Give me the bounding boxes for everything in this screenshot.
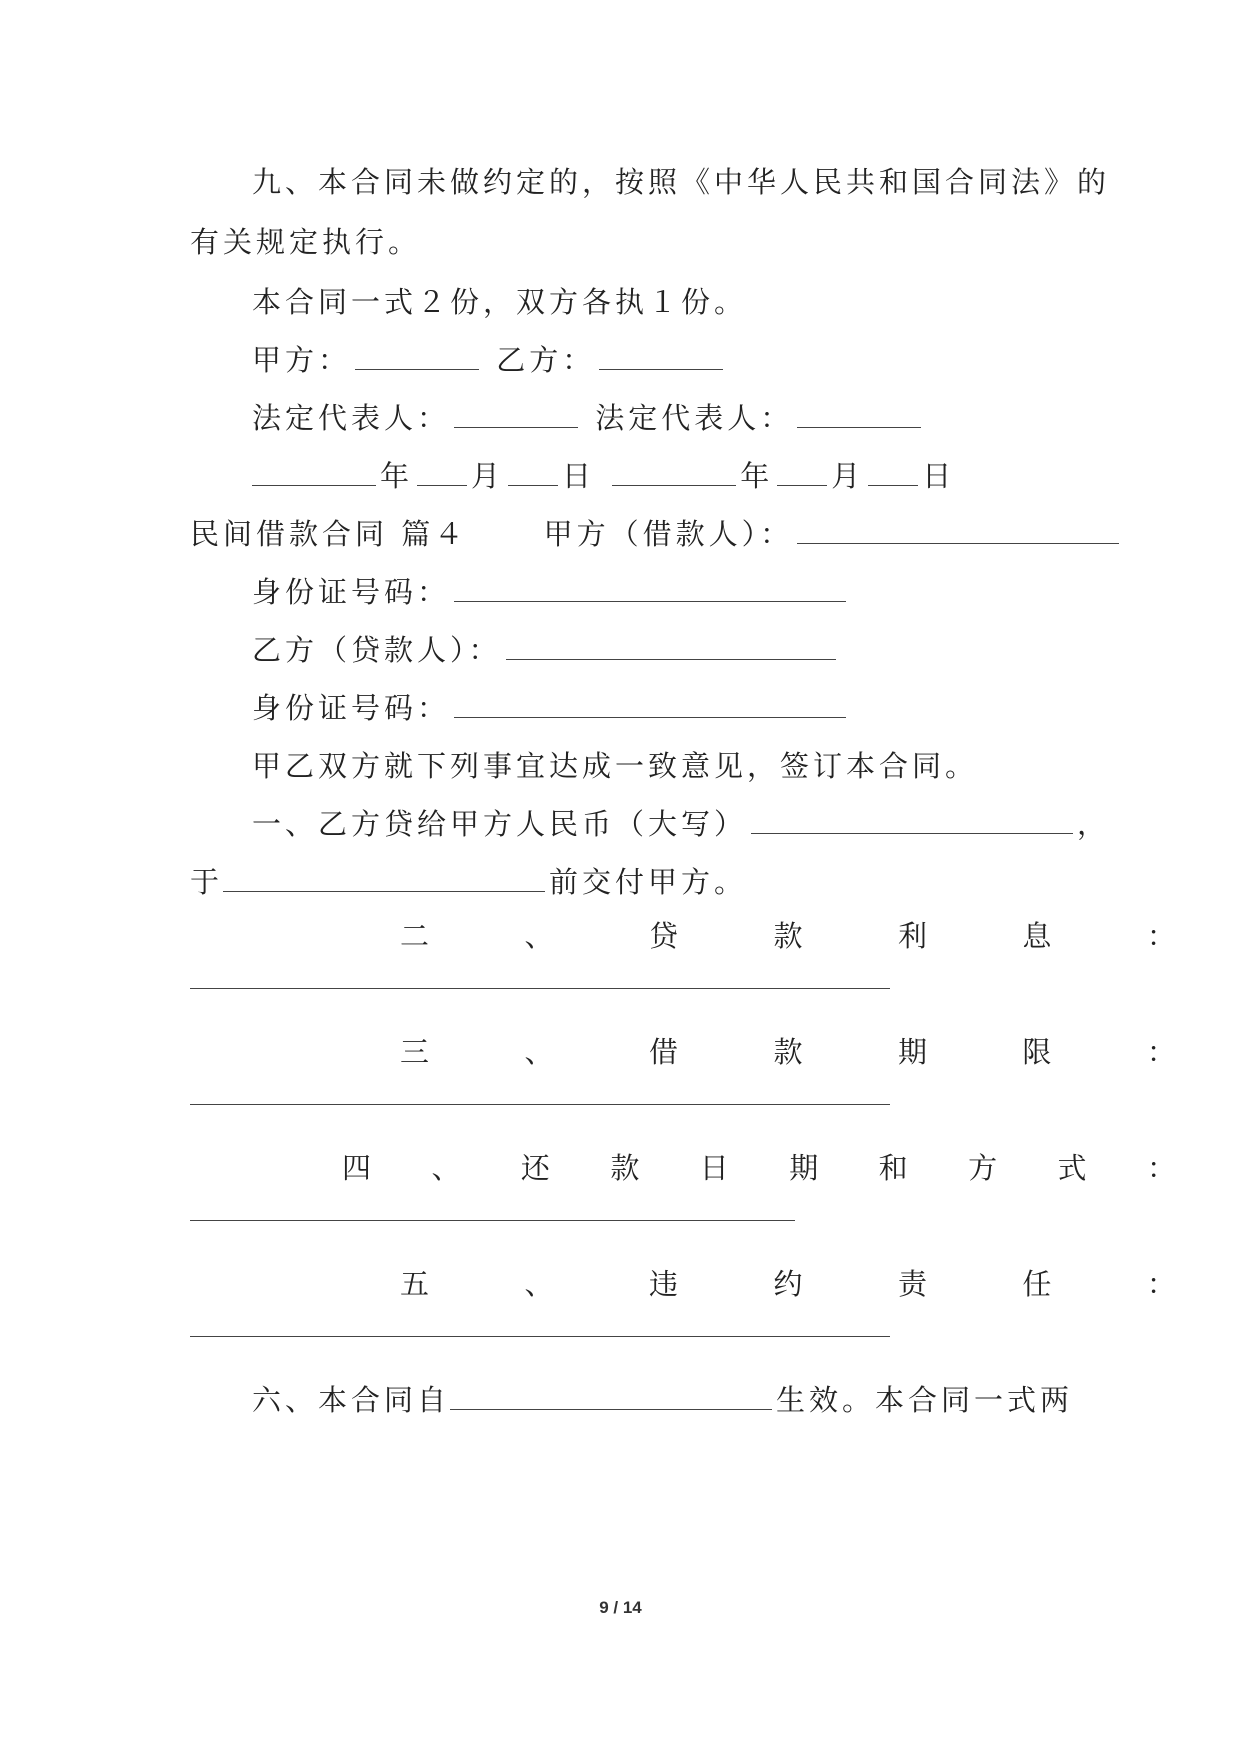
month-a-label: 月 bbox=[471, 459, 505, 493]
clause-4-char: 四 bbox=[342, 1151, 376, 1185]
day-b-blank bbox=[868, 459, 918, 486]
party-line bbox=[252, 340, 1122, 380]
clause-9-line1: 九、本合同未做约定的，按照《中华人民共和国合同法》的 bbox=[252, 165, 1111, 199]
month-b-blank bbox=[777, 459, 827, 486]
clause-5-char: 、 bbox=[524, 1267, 558, 1301]
clause-4-char: 款 bbox=[610, 1151, 644, 1185]
clause-3-char: 借 bbox=[648, 1035, 682, 1069]
clause-4-blank bbox=[190, 1220, 795, 1221]
copies-line: 本合同一式２份，双方各执１份。 bbox=[252, 285, 748, 319]
year-b-label: 年 bbox=[740, 459, 774, 493]
legal-rep-line bbox=[252, 398, 1122, 438]
legal-rep-a-blank bbox=[454, 401, 578, 428]
contract-title: 民间借款合同 篇４ bbox=[190, 517, 468, 551]
clause-4-char: ： bbox=[1146, 1151, 1180, 1185]
month-b-label: 月 bbox=[831, 459, 865, 493]
yu-label: 于 bbox=[190, 865, 224, 899]
clause-5-char: 违 bbox=[648, 1267, 682, 1301]
clause-2-char: 款 bbox=[773, 919, 807, 953]
clause-3-blank bbox=[190, 1104, 890, 1105]
clause-3-char: 款 bbox=[773, 1035, 807, 1069]
clause-5-char: 任 bbox=[1022, 1267, 1056, 1301]
clause-9-line2: 有关规定执行。 bbox=[190, 225, 422, 259]
delivery-date-blank bbox=[223, 865, 545, 892]
clause-2-blank bbox=[190, 988, 890, 989]
date-line bbox=[252, 456, 1122, 496]
clause-2-char: 、 bbox=[524, 919, 558, 953]
party-a-label: 甲方： bbox=[252, 343, 352, 377]
clause-4-char: 、 bbox=[431, 1151, 465, 1185]
clause-2-char: 息 bbox=[1022, 919, 1056, 953]
clause-2-char: 贷 bbox=[648, 919, 682, 953]
clause-1-line1 bbox=[252, 804, 1122, 844]
clause-5-char: 责 bbox=[897, 1267, 931, 1301]
party-b-label: 乙方： bbox=[496, 343, 596, 377]
clause-3-char: 、 bbox=[524, 1035, 558, 1069]
clause-3-char: 三 bbox=[400, 1035, 434, 1069]
party-b-blank bbox=[599, 343, 723, 370]
clause-3-char: 期 bbox=[897, 1035, 931, 1069]
contract-title-line bbox=[190, 514, 1060, 554]
month-a-blank bbox=[417, 459, 467, 486]
clause-5-blank bbox=[190, 1336, 890, 1337]
clause-4-char: 还 bbox=[520, 1151, 554, 1185]
clause-5-char: 约 bbox=[773, 1267, 807, 1301]
id-b-label: 身份证号码： bbox=[252, 691, 451, 725]
clause-4-char: 式 bbox=[1057, 1151, 1091, 1185]
borrower-blank bbox=[797, 517, 1119, 544]
clause-4-char: 方 bbox=[968, 1151, 1002, 1185]
year-a-label: 年 bbox=[380, 459, 414, 493]
clause-6-tail: 生效。本合同一式两 bbox=[776, 1383, 1074, 1417]
borrower-label: 甲方（借款人）： bbox=[543, 517, 794, 551]
lender-label: 乙方（贷款人）： bbox=[252, 633, 502, 667]
day-b-label: 日 bbox=[922, 459, 956, 493]
deliver-label: 前交付甲方。 bbox=[549, 865, 748, 899]
lender-line bbox=[252, 630, 1122, 670]
legal-rep-a-label: 法定代表人： bbox=[252, 401, 451, 435]
id-a-label: 身份证号码： bbox=[252, 575, 451, 609]
clause-5-heading bbox=[400, 1264, 1180, 1304]
clause-6-line bbox=[252, 1380, 1122, 1420]
clause-1-label: 一、乙方贷给甲方人民币（大写） bbox=[252, 807, 748, 841]
clause-2-char: 利 bbox=[897, 919, 931, 953]
clause-5-char: 五 bbox=[400, 1267, 434, 1301]
lender-blank bbox=[506, 633, 836, 660]
clause-2-char: 二 bbox=[400, 919, 434, 953]
day-a-blank bbox=[508, 459, 558, 486]
clause-4-char: 日 bbox=[699, 1151, 733, 1185]
clause-3-char: 限 bbox=[1022, 1035, 1056, 1069]
id-b-blank bbox=[454, 691, 846, 718]
clause-2-char: ： bbox=[1146, 919, 1180, 953]
year-b-blank bbox=[612, 459, 736, 486]
clause-5-char: ： bbox=[1146, 1267, 1180, 1301]
id-a-blank bbox=[454, 575, 846, 602]
id-a-line bbox=[252, 572, 1122, 612]
day-a-label: 日 bbox=[562, 459, 596, 493]
agreement-line: 甲乙双方就下列事宜达成一致意见，签订本合同。 bbox=[252, 749, 979, 783]
amount-blank bbox=[751, 807, 1073, 834]
clause-4-char: 和 bbox=[878, 1151, 912, 1185]
clause-4-char: 期 bbox=[789, 1151, 823, 1185]
page-number: 9 / 14 bbox=[599, 1598, 642, 1617]
clause-6-label: 六、本合同自 bbox=[252, 1383, 451, 1417]
legal-rep-b-blank bbox=[797, 401, 921, 428]
clause-4-heading bbox=[342, 1148, 1180, 1188]
clause-2-heading bbox=[400, 916, 1180, 956]
clause-3-heading bbox=[400, 1032, 1180, 1072]
party-a-blank bbox=[355, 343, 479, 370]
id-b-line bbox=[252, 688, 1122, 728]
legal-rep-b-label: 法定代表人： bbox=[595, 401, 794, 435]
clause-1-line2 bbox=[190, 862, 1060, 902]
clause-1-comma: ， bbox=[1077, 807, 1111, 841]
effective-date-blank bbox=[450, 1383, 772, 1410]
year-a-blank bbox=[252, 459, 376, 486]
clause-3-char: ： bbox=[1146, 1035, 1180, 1069]
